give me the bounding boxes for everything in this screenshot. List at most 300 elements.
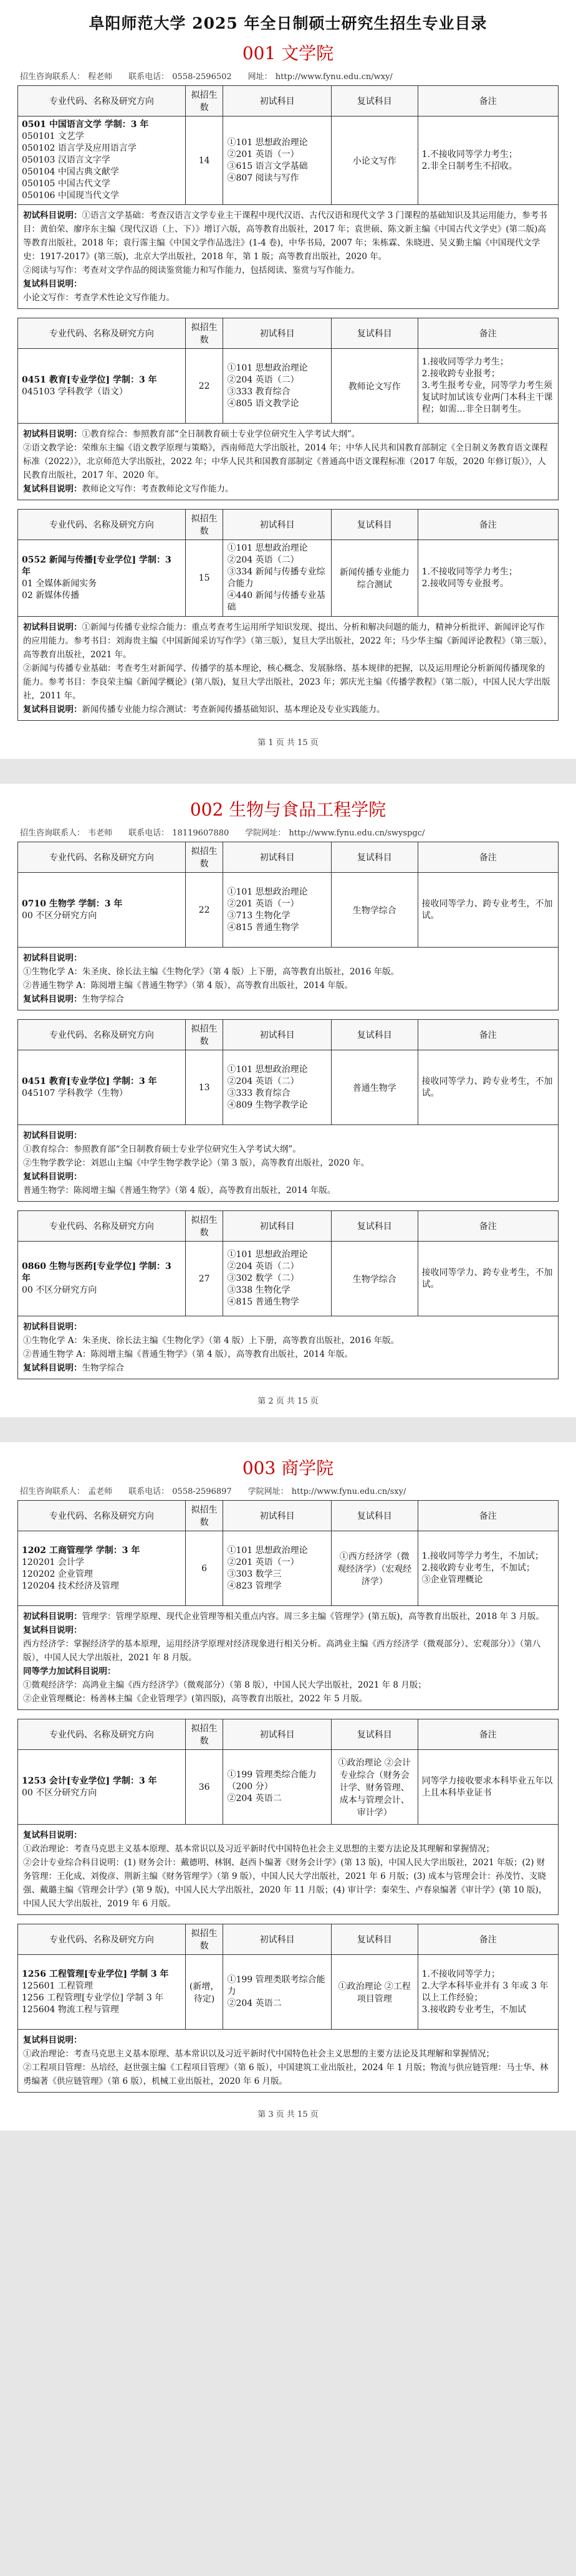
contact-item: 招生咨询联系人： 韦老师 — [20, 829, 113, 838]
program-row — [18, 1050, 559, 1125]
remarks-cell — [418, 1242, 558, 1316]
note-line — [23, 1184, 553, 1197]
exam-subject: ③302 数学（二） — [227, 1273, 299, 1283]
exam-subject: ③303 数学三 — [227, 1569, 282, 1579]
quota-cell: 15 — [185, 540, 223, 617]
note-heading: 复试科目说明： — [23, 705, 82, 715]
column-header: 初试科目 — [223, 1211, 331, 1242]
notes-box — [17, 1606, 559, 1710]
research-direction: 050101 文艺学 — [22, 131, 84, 141]
column-header: 拟招生数 — [185, 842, 223, 873]
contact-line — [20, 70, 559, 82]
quota-cell: 14 — [185, 116, 223, 205]
contact-line — [20, 1485, 559, 1496]
remark-line: 1.接收同等学力考生； — [421, 357, 509, 367]
remark-line: 3.考生报考专业，同等学力考生须复试时加试该专业两门本科主干课程；如需…非全日制考生。 — [421, 381, 553, 414]
note-text: ①政治理论：考查马克思主义基本原理、基本常识以及习近平新时代中国特色社会主义思想的主要方法论及其理解和掌握情况； — [23, 2049, 494, 2059]
program-table — [17, 509, 559, 617]
note-text: ①政治理论：考查马克思主义基本原理、基本常识以及习近平新时代中国特色社会主义思想的主要方法论及其理解和掌握情况； — [23, 1844, 494, 1854]
research-direction: 050105 中国古代文学 — [22, 179, 110, 189]
program-row — [18, 1531, 559, 1606]
research-direction: 120202 企业管理 — [22, 1569, 93, 1579]
note-text: ①教育综合：参照教育部“全日制教育硕士专业学位研究生入学考试大纲”。 — [82, 429, 360, 439]
column-header: 拟招生数 — [185, 1719, 223, 1750]
program-name: 0451 教育[专业学位] 学制：3 年 — [22, 374, 157, 385]
exam-subject: ②201 英语（一） — [227, 1557, 299, 1567]
quota-cell: (新增，待定) — [185, 1955, 223, 2030]
spacer — [17, 1710, 559, 1719]
note-line — [23, 1170, 553, 1184]
note-text: ②语文教学论：荣维东主编《语文教学原理与策略》，西南师范大学出版社，2014 年；中华人民共和国教育部制定《全日制义务教育语文课程标准（2022）》，北京师范大学出版社，2022 年；中华人民共和国教育部制定《普通高中语文课程标准（2017 年版，2020 年修订版）》，人民教育出版社，2017 年、2020 年。 — [23, 443, 548, 480]
note-heading: 复试科目说明： — [23, 1363, 82, 1373]
retest-cell: 小论文写作 — [331, 116, 418, 205]
note-line — [23, 662, 553, 703]
note-line — [23, 441, 553, 482]
remark-line: 2.接收跨专业考生，不加试； — [421, 1563, 535, 1573]
exam-subject: ③333 教育综合 — [227, 386, 290, 397]
program-name-cell — [18, 349, 186, 424]
remarks-cell — [418, 116, 558, 205]
exam-subjects-cell — [223, 1531, 331, 1606]
note-text: 西方经济学：掌握经济学的基本原理，运用经济学原理对经济现象进行相关分析。高鸿业主编《西方经济学（微观部分）、宏观部分）》（第八版），中国人民大学出版社，2021 年 8 月版。 — [23, 1639, 541, 1663]
remark-line: 接收同等学力、跨专业考生，不加试。 — [421, 898, 553, 921]
note-text: ②工程项目管理：丛培经，赵世强主编《工程项目管理》（第 6 版），中国建筑工业出版社，2024 年 1 月版；物流与供应链管理：马士华、林勇编著《供应链管理》（第 6 版），机械工业出版社，2020 年 6 月版。 — [23, 2063, 549, 2086]
program-name: 1253 会计[专业学位] 学制：3 年 — [22, 1775, 157, 1786]
note-text: 普通生物学：陈阅增主编《普通生物学》（第 4 版），高等教育出版社，2014 年版。 — [23, 1186, 336, 1195]
exam-subject: ②201 英语（一） — [227, 149, 299, 159]
exam-subject: ④823 管理学 — [227, 1580, 282, 1591]
column-header: 复试科目 — [331, 1719, 418, 1750]
remark-line: 1.不接收同等学力考生； — [421, 149, 517, 159]
column-header: 备注 — [418, 1924, 558, 1955]
note-line — [23, 1347, 553, 1361]
column-header: 初试科目 — [223, 1924, 331, 1955]
contact-item: 学院网址： http://www.fynu.edu.cn/sxy/ — [247, 1487, 406, 1496]
remark-line: 2.大学本科毕业并有 3 年或 3 年以上工作经验； — [421, 1980, 549, 2003]
program-name: 0552 新闻与传播[专业学位] 学制：3 年 — [22, 555, 171, 577]
notes-box — [17, 617, 559, 721]
program-name-cell — [18, 1955, 186, 2030]
contact-item: 联系电话： 0558-2596502 — [128, 72, 232, 82]
note-line — [23, 1361, 553, 1375]
column-header: 专业代码、名称及研究方向 — [18, 318, 186, 349]
remark-line: 1.不接收同等学力； — [421, 1969, 500, 1979]
note-heading: 初试科目说明： — [23, 1322, 82, 1332]
contact-item: 网址： http://www.fynu.edu.cn/wxy/ — [247, 72, 393, 82]
note-line — [23, 2061, 553, 2088]
program-row — [18, 116, 559, 205]
note-heading: 复试科目说明： — [23, 1172, 82, 1182]
exam-subject: ①101 思想政治理论 — [227, 363, 308, 373]
research-direction: 120201 会计学 — [22, 1557, 84, 1567]
exam-subject: ①101 思想政治理论 — [227, 1064, 308, 1075]
column-header: 复试科目 — [331, 86, 418, 116]
exam-subjects-cell — [223, 1750, 331, 1825]
note-text: 生物学综合 — [82, 994, 124, 1004]
quota-cell: 13 — [185, 1050, 223, 1125]
note-text: 生物学综合 — [82, 1363, 124, 1373]
note-line — [23, 2047, 553, 2061]
note-text: ①教育综合：参照教育部“全日制教育硕士专业学位研究生入学考试大纲”。 — [23, 1144, 301, 1154]
note-text: ①生物化学 A：朱圣庚、徐长法主编《生物化学》（第 4 版）上下册，高等教育出版社，2016 年版。 — [23, 1336, 400, 1346]
note-heading: 复试科目说明： — [23, 2035, 82, 2045]
program-name-cell — [18, 873, 186, 948]
remarks-cell — [418, 1531, 558, 1606]
note-text: ①新闻与传播专业综合能力：重点考查考生运用所学知识发现、提出、分析和解决问题的能力，精神分析批评、新闻评论写作的应用能力。参考书目：刘海贵主编《中国新闻采访写作学》（第三版），复旦大学出版社，2022 年；马少华主编《新闻评论教程》（第三版），高等教育出版社，2021 年。 — [23, 622, 552, 660]
program-name: 0860 生物与医药[专业学位] 学制：3 年 — [22, 1262, 171, 1283]
column-header: 复试科目 — [331, 842, 418, 873]
note-heading: 初试科目说明： — [23, 1612, 82, 1622]
quota-cell: 27 — [185, 1242, 223, 1316]
column-header: 备注 — [418, 86, 558, 116]
notes-box — [17, 948, 559, 1010]
column-header: 拟招生数 — [185, 1924, 223, 1955]
remark-line: 2.接收跨专业报考； — [421, 369, 500, 379]
research-direction: 050106 中国现当代文学 — [22, 191, 119, 201]
note-line — [23, 1665, 553, 1678]
page-gap — [0, 759, 576, 784]
retest-cell: 生物学综合 — [331, 873, 418, 948]
spacer — [17, 309, 559, 318]
page-footer: 第 2 页 共 15 页 — [257, 1397, 319, 1406]
column-header: 初试科目 — [223, 1020, 331, 1050]
section-title: 001 文学院 — [242, 43, 334, 64]
column-header: 专业代码、名称及研究方向 — [18, 1211, 186, 1242]
note-heading: 初试科目说明： — [23, 953, 82, 963]
note-heading: 复试科目说明： — [23, 484, 82, 494]
program-name-cell — [18, 540, 186, 617]
section-title: 002 生物与食品工程学院 — [190, 799, 386, 820]
exam-subject: ①101 思想政治理论 — [227, 543, 308, 553]
exam-subjects-cell — [223, 1050, 331, 1125]
exam-subject: ③333 教育综合 — [227, 1088, 290, 1098]
note-line — [23, 1692, 553, 1706]
research-direction: 01 全媒体新闻实务 — [22, 579, 97, 589]
exam-subject: ②204 英语（二） — [227, 1076, 299, 1086]
retest-cell: ①西方经济学（微观经济学）（宏观经济学） — [331, 1531, 418, 1606]
note-line — [23, 1143, 553, 1156]
program-name: 1256 工程管理[专业学位] 学制 3 年 — [22, 1969, 169, 1979]
note-text: ①生物化学 A：朱圣庚、徐长法主编《生物化学》（第 4 版）上下册，高等教育出版社，2016 年版。 — [23, 967, 400, 977]
program-name-cell — [18, 1750, 186, 1825]
retest-cell: 教师论文写作 — [331, 349, 418, 424]
research-direction: 00 不区分研究方向 — [22, 1787, 97, 1798]
column-header: 备注 — [418, 1719, 558, 1750]
column-header: 初试科目 — [223, 86, 331, 116]
remark-line: 接收同等学力、跨专业考生，不加试。 — [421, 1076, 553, 1098]
program-row — [18, 873, 559, 948]
note-line — [23, 1156, 553, 1170]
remark-line: 接收同等学力、跨专业考生，不加试。 — [421, 1267, 553, 1290]
spacer — [17, 1915, 559, 1924]
research-direction: 00 不区分研究方向 — [22, 910, 97, 921]
note-line — [23, 1637, 553, 1665]
program-name-cell — [18, 1531, 186, 1606]
retest-cell: ①政治理论 ②工程项目管理 — [331, 1955, 418, 2030]
quota-cell: 22 — [185, 349, 223, 424]
column-header: 复试科目 — [331, 510, 418, 540]
spacer — [17, 2093, 559, 2101]
note-text: ①微观经济学：高鸿业主编《西方经济学》（微观部分）（第 8 版），中国人民大学出版社，2021 年 8 月版； — [23, 1680, 426, 1690]
section-title: 003 商学院 — [242, 1458, 334, 1478]
exam-subject: ①199 管理类综合能力（200 分） — [227, 1770, 317, 1792]
note-line — [23, 427, 553, 441]
retest-cell: 生物学综合 — [331, 1242, 418, 1316]
exam-subject: ④805 语文教学论 — [227, 398, 299, 409]
program-row — [18, 1750, 559, 1825]
note-text: ①语言文学基础：考查汉语言文学专业主干课程中现代汉语、古代汉语和现代文学 3 门课程的基础知识及其运用能力，参考书目：黄伯荣、廖序东主编《现代汉语（上、下）》增订六版，高等教育出版社，2017 年；袁世硕、陈文新主编《中国古代文学史》(第二版)高等教育出版社，2018 年；袁行霈主编《中国文学作品选注》(1-4 卷)，中华书局，2007 年；朱栋霖、朱晓进、吴义勤主编《中国现代文学史：1917-2017》(第三版)，北京大学出版社，2018 年，第 1 版；高等教育出版社，2020 年。 — [23, 211, 547, 262]
research-direction: 045107 学科教学（生物） — [22, 1088, 128, 1098]
note-line — [23, 703, 553, 716]
column-header: 复试科目 — [331, 1501, 418, 1531]
note-line — [23, 979, 553, 992]
exam-subject: ②204 英语二 — [227, 1999, 282, 2008]
remark-line: ③企业管理概论 — [421, 1575, 483, 1585]
research-direction: 120204 技术经济及管理 — [22, 1580, 119, 1591]
note-line — [23, 1334, 553, 1347]
exam-subject: ④809 生物学教学论 — [227, 1100, 308, 1110]
note-heading: 复试科目说明： — [23, 1830, 82, 1840]
spacer — [17, 1010, 559, 1019]
column-header: 专业代码、名称及研究方向 — [18, 1719, 186, 1750]
remarks-cell — [418, 1955, 558, 2030]
column-header: 专业代码、名称及研究方向 — [18, 1501, 186, 1531]
program-table — [17, 85, 559, 205]
program-table — [17, 842, 559, 948]
note-text: ②阅读与写作：考查对文学作品的阅读鉴赏能力和写作能力，包括阅读、鉴赏与写作能力。 — [23, 265, 360, 275]
research-direction: 1256 工程管理[专业学位] 学制 3 年 — [22, 1992, 164, 2003]
column-header: 备注 — [418, 318, 558, 349]
research-direction: 050104 中国古典文献学 — [22, 167, 119, 177]
column-header: 备注 — [418, 1211, 558, 1242]
note-heading: 复试科目说明： — [23, 994, 82, 1004]
note-text: ②企业管理概论：杨善林主编《企业管理学》(第四版)，高等教育出版社，2022 年 5 月版。 — [23, 1694, 368, 1704]
exam-subjects-cell — [223, 540, 331, 617]
note-line — [23, 992, 553, 1006]
column-header: 复试科目 — [331, 1211, 418, 1242]
research-direction: 050102 语言学及应用语言学 — [22, 143, 137, 153]
column-header: 初试科目 — [223, 1719, 331, 1750]
column-header: 复试科目 — [331, 1020, 418, 1050]
note-heading: 初试科目说明： — [23, 429, 82, 439]
remark-line: 2.接收同等专业报考。 — [421, 579, 509, 589]
contact-item: 招生咨询联系人： 程老师 — [20, 72, 113, 82]
note-text: ②普通生物学 A：陈阅增主编《普通生物学》（第 4 版），高等教育出版社，2014 年版。 — [23, 1349, 353, 1359]
notes-box — [17, 1316, 559, 1379]
program-name: 0710 生物学 学制：3 年 — [22, 898, 123, 909]
remarks-cell — [418, 1050, 558, 1125]
exam-subject: ④815 普通生物学 — [227, 1297, 299, 1307]
note-line — [23, 482, 553, 496]
exam-subject: ①101 思想政治理论 — [227, 886, 308, 897]
column-header: 复试科目 — [331, 1924, 418, 1955]
exam-subject: ②204 英语（二） — [227, 555, 299, 565]
exam-subject: ①199 管理类联考综合能力 — [227, 1975, 325, 1997]
exam-subject: ③334 新闻与传播专业综合能力 — [227, 567, 325, 589]
column-header: 专业代码、名称及研究方向 — [18, 1020, 186, 1050]
column-header: 拟招生数 — [185, 1020, 223, 1050]
contact-line — [20, 826, 559, 838]
column-header: 拟招生数 — [185, 510, 223, 540]
note-text: 教师论文写作：考查教师论文写作能力。 — [82, 484, 234, 494]
contact-item: 联系电话： 0558-2596897 — [128, 1487, 232, 1496]
exam-subject: ④807 阅读与写作 — [227, 173, 299, 183]
program-table — [17, 1719, 559, 1825]
note-heading: 复试科目说明： — [23, 279, 82, 289]
note-heading: 初试科目说明： — [23, 622, 82, 632]
notes-box — [17, 424, 559, 500]
page — [0, 784, 576, 1417]
research-direction: 00 不区分研究方向 — [22, 1285, 97, 1295]
note-line — [23, 1828, 553, 1842]
research-direction: 125604 物流工程与管理 — [22, 2004, 119, 2015]
contact-item: 学院网址： http://www.fynu.edu.cn/swyspgc/ — [245, 829, 425, 838]
exam-subject: ①101 思想政治理论 — [227, 1545, 308, 1556]
page — [0, 1442, 576, 2131]
note-text: ②会计专业综合科目说明：(1) 财务会计：戴德明、林钢、赵西卜编著《财务会计学》(第 13 版)，中国人民大学出版社，2021 年版；(2) 财务管理：王化成、刘俊彦、荆新主编《财务管理学》（第 9 版），中国人民大学出版社，2021 年 6 月版；(3) 成本与管理会计：孙茂竹、支晓强、戴璐主编《管理会计学》(第 9 版)，中国人民大学出版社，2020 年 11 月版；(4) 审计学：秦荣生、卢春泉编著《审计学》(第 10 版)，中国人民大学出版社，2019 年 6 月版。 — [23, 1858, 547, 1909]
quota-cell: 22 — [185, 873, 223, 948]
note-text: ②新闻与传播专业基础：考查考生对新闻学、传播学的基本理论，核心概念、发展脉络、基本规律的把握，以及运用理论分析新闻传播现象的能力。参考书目：李良荣主编《新闻学概论》(第八版)，复旦大学出版社，2023 年；郭庆光主编《传播学教程》（第二版），中国人民大学出版社，2011 年。 — [23, 663, 550, 701]
note-text: ②生物学教学论：刘恩山主编《中学生物学教学论》（第 3 版），高等教育出版社，2020 年。 — [23, 1158, 370, 1168]
research-direction: 125601 工程管理 — [22, 1980, 93, 1991]
quota-cell: 36 — [185, 1750, 223, 1825]
remark-line: 同等学力接收要求本科毕业五年以上且本科毕业证书 — [421, 1775, 553, 1798]
column-header: 拟招生数 — [185, 86, 223, 116]
exam-subject: ②204 英语（二） — [227, 1262, 299, 1271]
program-name: 0501 中国语言文学 学制：3 年 — [22, 120, 149, 130]
exam-subject: ②201 英语（一） — [227, 898, 299, 909]
note-line — [23, 1320, 553, 1334]
exam-subject: ②204 英语二 — [227, 1794, 282, 1804]
exam-subjects-cell — [223, 116, 331, 205]
note-line — [23, 1842, 553, 1856]
page — [0, 0, 576, 759]
retest-cell: 普通生物学 — [331, 1050, 418, 1125]
note-line — [23, 277, 553, 291]
research-direction: 050103 汉语言文字学 — [22, 155, 110, 165]
column-header: 初试科目 — [223, 318, 331, 349]
program-row — [18, 1955, 559, 2030]
program-table — [17, 318, 559, 424]
note-line — [23, 1610, 553, 1623]
remarks-cell — [418, 540, 558, 617]
program-table — [17, 1500, 559, 1606]
column-header: 初试科目 — [223, 1501, 331, 1531]
note-text: 小论文写作：考查学术性论文写作能力。 — [23, 293, 175, 303]
exam-subjects-cell — [223, 1955, 331, 2030]
notes-box — [17, 205, 559, 309]
spacer — [17, 1202, 559, 1210]
notes-box — [17, 1825, 559, 1915]
column-header: 拟招生数 — [185, 318, 223, 349]
program-table — [17, 1210, 559, 1316]
column-header: 专业代码、名称及研究方向 — [18, 86, 186, 116]
column-header: 复试科目 — [331, 318, 418, 349]
retest-cell: ①政治理论 ②会计专业综合（财务会计学、财务管理、成本与管理会计、审计学） — [331, 1750, 418, 1825]
exam-subject: ④440 新闻与传播专业基础 — [227, 591, 325, 612]
note-line — [23, 1856, 553, 1911]
note-heading: 初试科目说明： — [23, 1131, 82, 1141]
note-line — [23, 1678, 553, 1692]
program-table — [17, 1019, 559, 1125]
program-row — [18, 540, 559, 617]
exam-subject: ①101 思想政治理论 — [227, 1250, 308, 1260]
quota-cell: 6 — [185, 1531, 223, 1606]
note-line — [23, 264, 553, 277]
research-direction: 045103 学科教学（语文） — [22, 386, 128, 397]
retest-cell: 新闻传播专业能力综合测试 — [331, 540, 418, 617]
note-line — [23, 1623, 553, 1637]
notes-box — [17, 1125, 559, 1202]
column-header: 初试科目 — [223, 510, 331, 540]
contact-item: 招生咨询联系人： 孟老师 — [20, 1487, 113, 1496]
remark-line: 2.非全日制考生不招收。 — [421, 161, 517, 171]
program-name: 0451 教育[专业学位] 学制：3 年 — [22, 1076, 157, 1086]
notes-box — [17, 2030, 559, 2093]
program-row — [18, 349, 559, 424]
exam-subjects-cell — [223, 1242, 331, 1316]
remark-line: 1.接收同等学力考生，不加试； — [421, 1551, 544, 1561]
note-text: 管理学：管理学原理、现代企业管理等相关重点内容。周三多主编《管理学》(第五版)，高等教育出版社，2018 年 3 月版。 — [82, 1612, 544, 1622]
remarks-cell — [418, 873, 558, 948]
column-header: 备注 — [418, 842, 558, 873]
exam-subjects-cell — [223, 349, 331, 424]
exam-subject: ①101 思想政治理论 — [227, 137, 308, 148]
program-row — [18, 1242, 559, 1316]
note-line — [23, 1129, 553, 1143]
column-header: 专业代码、名称及研究方向 — [18, 842, 186, 873]
exam-subject: ②204 英语（二） — [227, 374, 299, 385]
exam-subject: ③615 语言文学基础 — [227, 161, 308, 171]
note-heading: 复试科目说明： — [23, 1625, 82, 1635]
exam-subject: ③338 生物化学 — [227, 1285, 290, 1295]
column-header: 专业代码、名称及研究方向 — [18, 510, 186, 540]
research-direction: 02 新媒体传播 — [22, 591, 80, 601]
exam-subjects-cell — [223, 873, 331, 948]
remarks-cell — [418, 1750, 558, 1825]
note-line — [23, 209, 553, 264]
note-line — [23, 291, 553, 305]
program-name-cell — [18, 116, 186, 205]
remarks-cell — [418, 349, 558, 424]
contact-item: 联系电话： 18119607880 — [128, 829, 229, 838]
column-header: 备注 — [418, 510, 558, 540]
page-gap — [0, 1417, 576, 1442]
note-heading: 同等学力加试科目说明： — [23, 1666, 116, 1676]
note-text: 新闻传播专业能力综合测试：考查新闻传播基础知识、基本理论及专业实践能力。 — [82, 705, 385, 715]
program-name-cell — [18, 1050, 186, 1125]
column-header: 初试科目 — [223, 842, 331, 873]
note-heading: 初试科目说明： — [23, 211, 82, 221]
page-footer: 第 1 页 共 15 页 — [257, 738, 319, 748]
program-table — [17, 1924, 559, 2030]
spacer — [17, 1379, 559, 1388]
note-line — [23, 620, 553, 662]
spacer — [17, 721, 559, 730]
remark-line: 3.接收跨专业考生，不加试 — [421, 2004, 526, 2015]
program-name-cell — [18, 1242, 186, 1316]
column-header: 专业代码、名称及研究方向 — [18, 1924, 186, 1955]
spacer — [17, 500, 559, 509]
note-line — [23, 965, 553, 979]
remark-line: 1.不接收同等学力考生； — [421, 567, 517, 577]
page-footer: 第 3 页 共 15 页 — [257, 2110, 319, 2119]
document-title: 阜阳师范大学 2025 年全日制硕士研究生招生专业目录 — [89, 14, 487, 32]
exam-subject: ④815 普通生物学 — [227, 922, 299, 933]
column-header: 拟招生数 — [185, 1501, 223, 1531]
program-name: 1202 工商管理学 学制：3 年 — [22, 1545, 140, 1556]
note-line — [23, 2033, 553, 2047]
